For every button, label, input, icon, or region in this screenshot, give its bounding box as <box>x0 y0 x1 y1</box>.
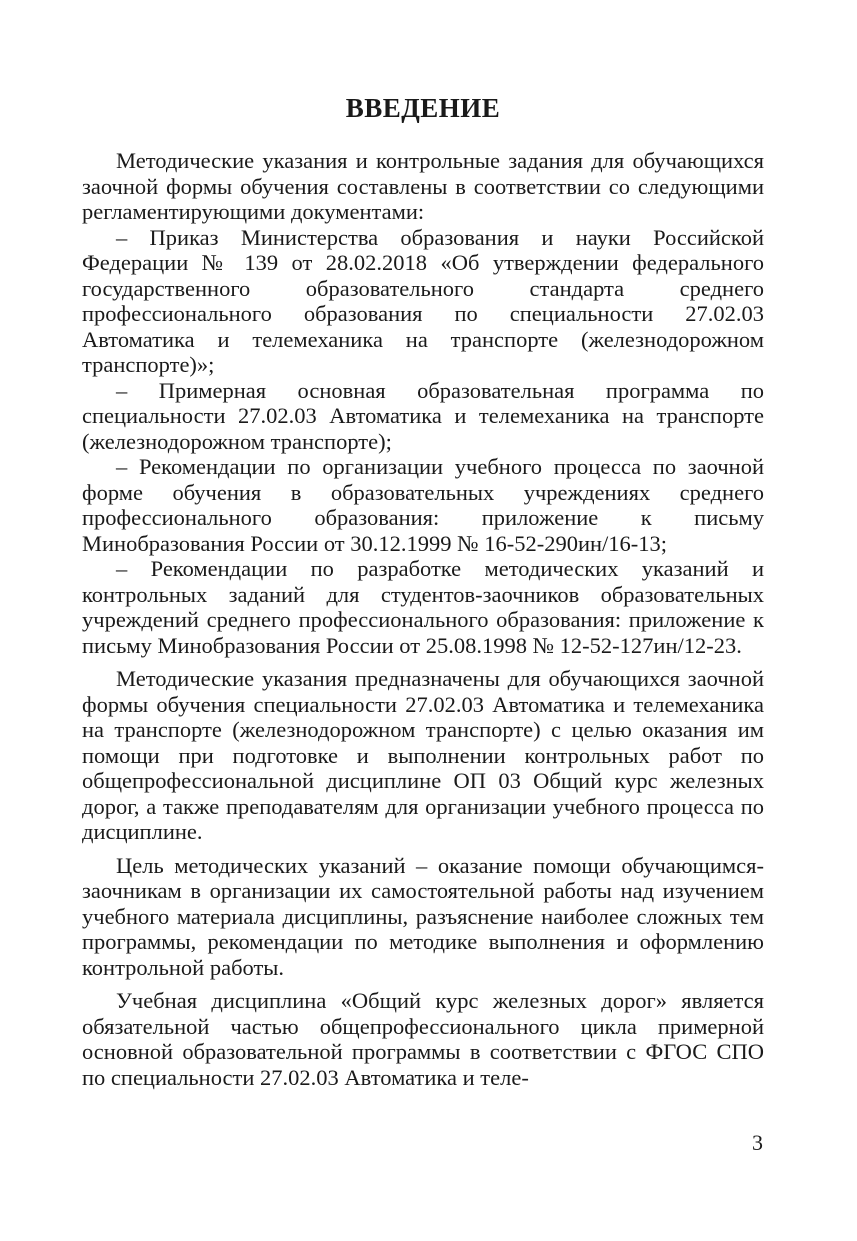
intro-paragraph: Методические указания и контрольные задания для обучающихся заочной формы обучения составлены в соответствии со следующими регламентирующими документами: <box>82 148 764 225</box>
page-content <box>82 92 764 1090</box>
page-title: ВВЕДЕНИЕ <box>345 93 501 123</box>
goal-paragraph: Цель методических указаний – оказание помощи обучающимся-заочникам в организации их самостоятельной работы над изучением учебного материала дисциплины, разъяснение наиболее сложных тем программы, рекомендации по методике выполнения и оформлению контрольной работы. <box>82 852 764 980</box>
page-number: 3 <box>752 1130 763 1155</box>
purpose-paragraph: Методические указания предназначены для обучающихся заочной формы обучения специальности 27.02.03 Автоматика и телемеханика на транспорте (железнодорожном транспорте) с целью оказания им помощи при подготовке и выполнении контрольных работ по общепрофессиональной дисциплине ОП 03 Общий курс железных дорог, а также преподавателям для организации учебного процесса по дисциплине. <box>82 666 764 845</box>
list-item-recommendations-development: – Рекомендации по разработке методических указаний и контрольных заданий для студентов-заочников образовательных учреждений среднего профессионального образования: приложение к письму Минобразования России от 25.08.1998 № 12-52-127ин/12-23. <box>82 556 764 658</box>
list-item-recommendations-organization: – Рекомендации по организации учебного процесса по заочной форме обучения в образовательных учреждениях среднего профессионального образования: приложение к письму Минобразования России от 30.12.1999 № 16-52-290ин/16-13; <box>82 454 764 556</box>
list-item-sample-program: – Примерная основная образовательная программа по специальности 27.02.03 Автоматика и телемеханика на транспорте (железнодорожном транспорте); <box>82 377 764 454</box>
discipline-paragraph: Учебная дисциплина «Общий курс железных дорог» является обязательной частью общепрофессионального цикла примерной основной образовательной программы в соответствии с ФГОС СПО по специальности 27.02.03 Автоматика и теле- <box>82 988 764 1090</box>
list-item-order-139: – Приказ Министерства образования и науки Российской Федерации № 139 от 28.02.2018 «Об утверждении федерального государственного образовательного стандарта среднего профессионального образования по специальности 27.02.03 Автоматика и телемеханика на транспорте (железнодорожном транспорте)»; <box>82 224 764 378</box>
